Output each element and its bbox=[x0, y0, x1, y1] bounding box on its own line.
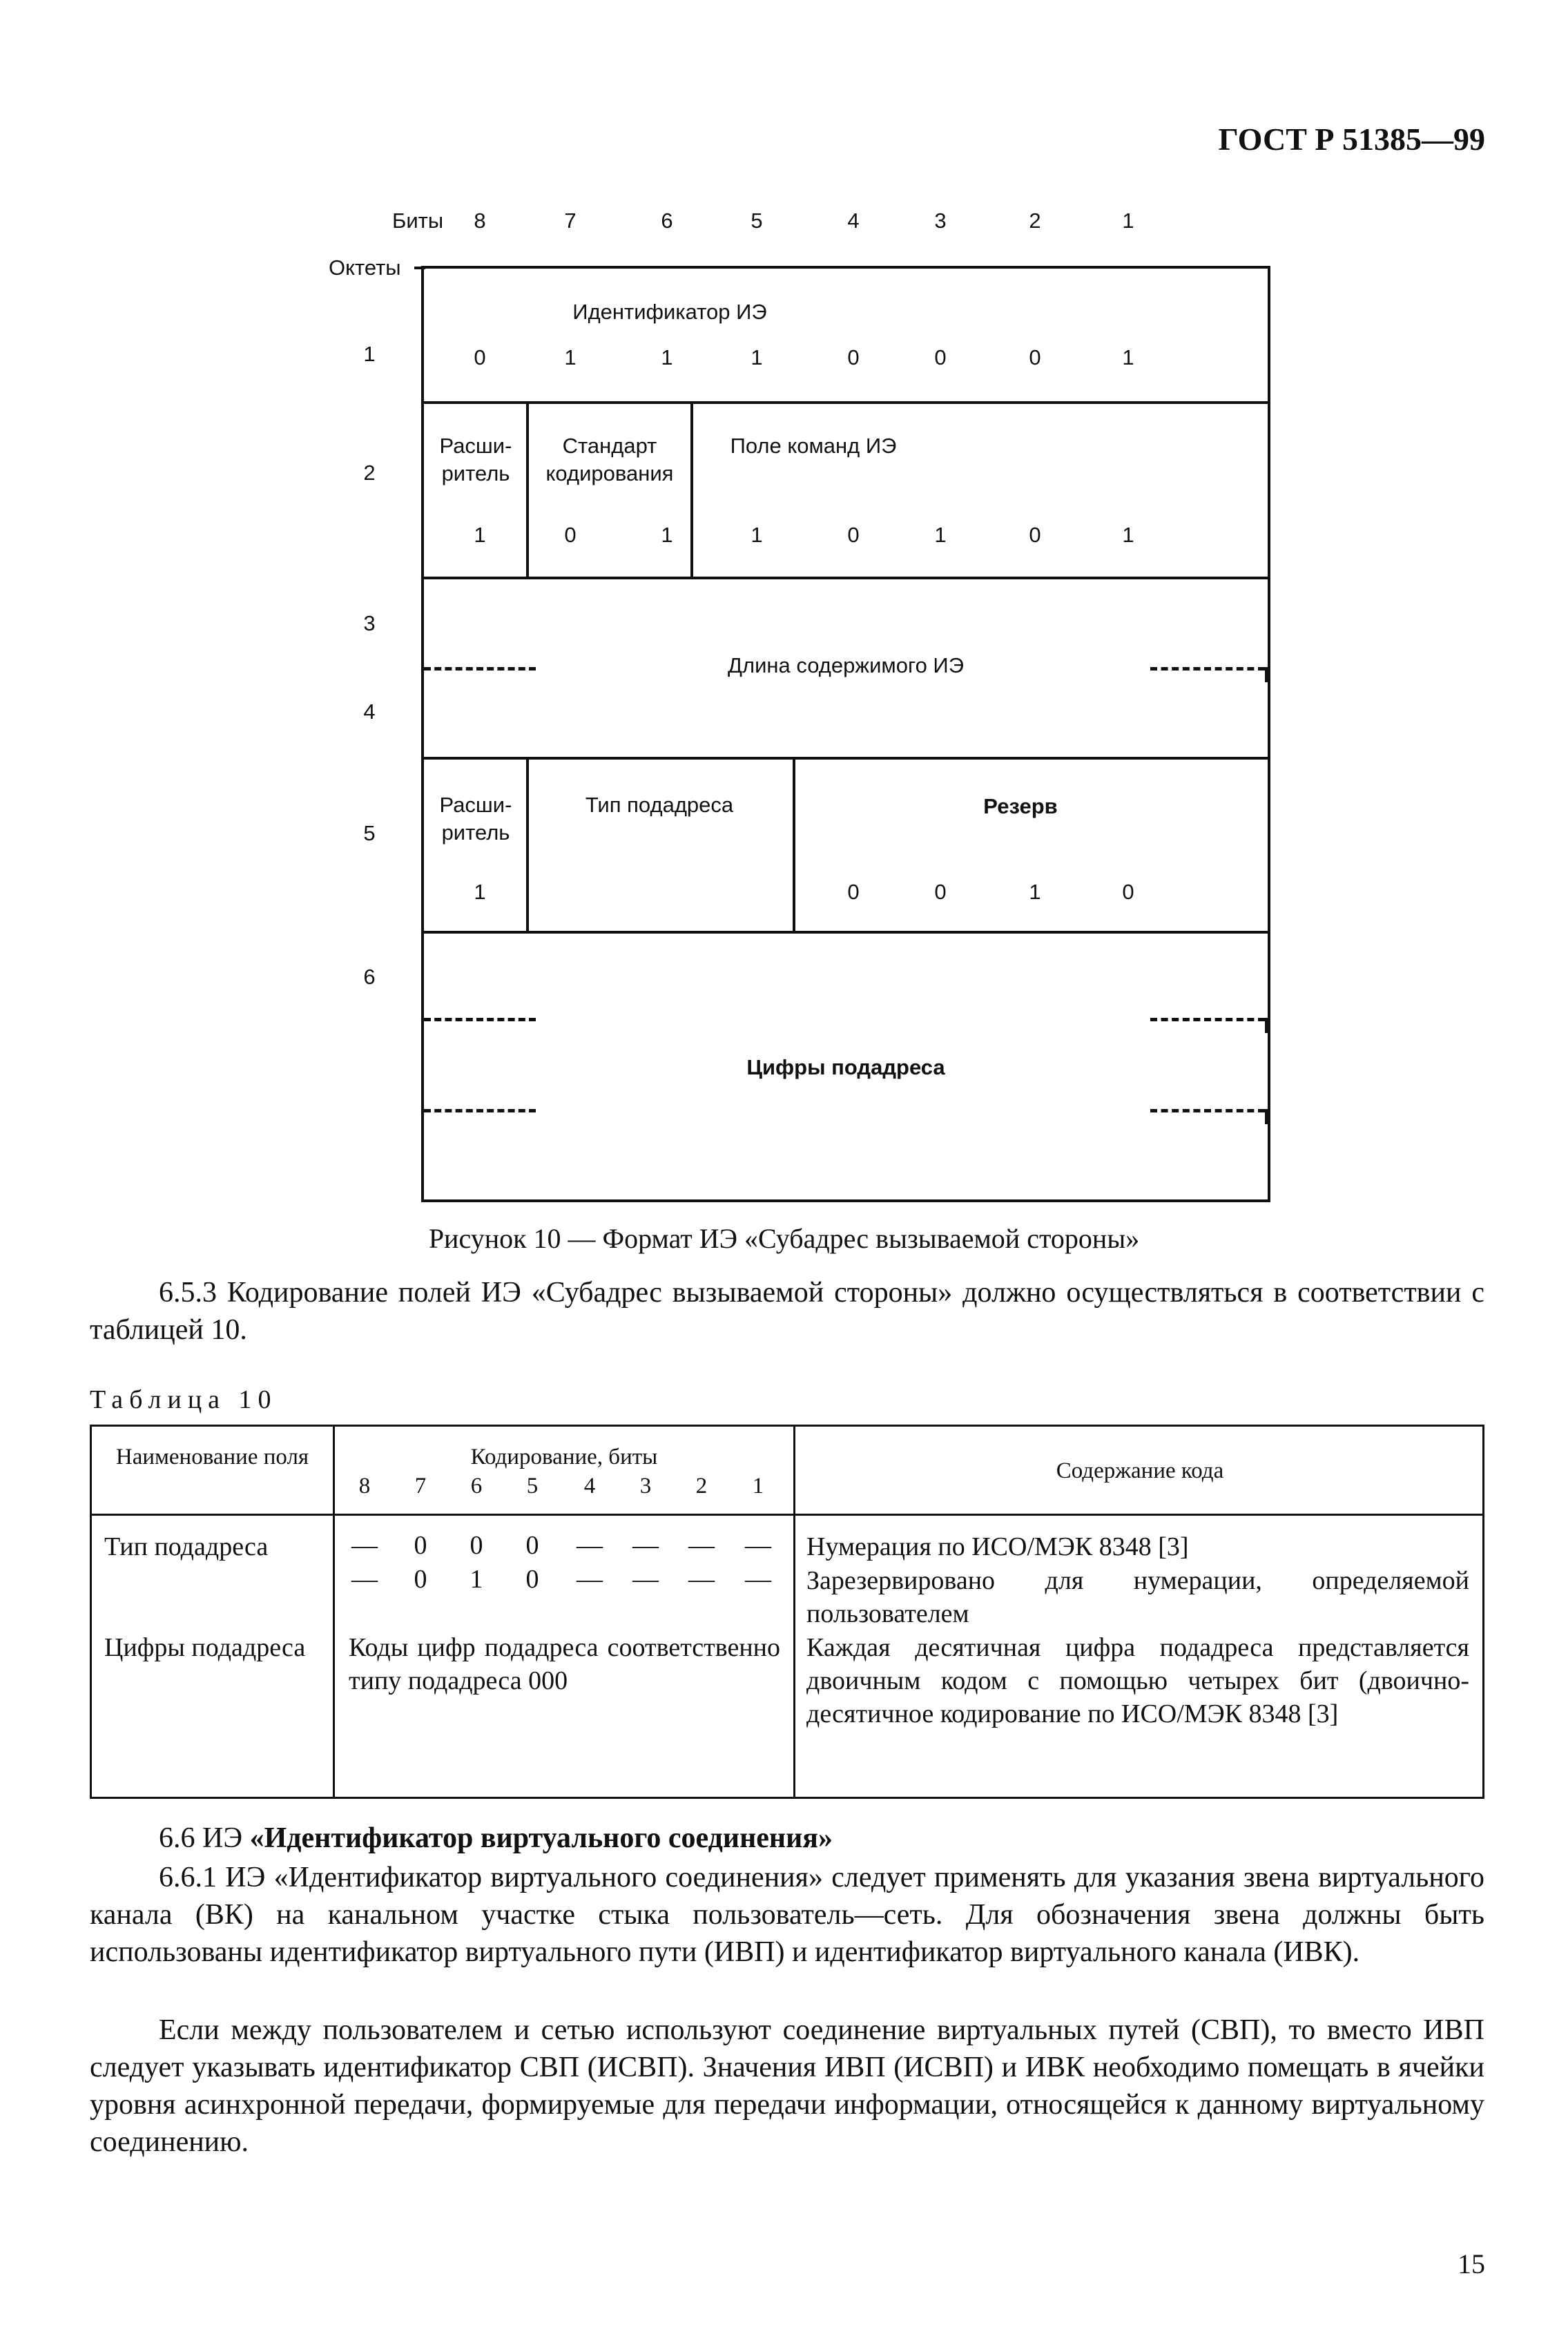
bit-value: 0 bbox=[934, 880, 947, 904]
document-header: ГОСТ Р 51385—99 bbox=[1218, 122, 1485, 157]
section-6-6-heading: 6.6 ИЭ «Идентификатор виртуального соединения» bbox=[159, 1822, 833, 1854]
code-cell: 0 bbox=[414, 1531, 427, 1560]
code-cell: — bbox=[632, 1531, 659, 1560]
bit-value: 1 bbox=[751, 523, 763, 547]
bits-label: Биты bbox=[392, 209, 444, 233]
bit-value: 0 bbox=[474, 345, 486, 369]
bit-value: 1 bbox=[661, 345, 673, 369]
extension-label: ритель bbox=[441, 461, 510, 485]
octet-number: 1 bbox=[363, 342, 376, 366]
bit-value: 1 bbox=[1122, 345, 1134, 369]
bit-number: 6 bbox=[661, 209, 673, 233]
code-cell: — bbox=[688, 1565, 715, 1594]
header-bit: 8 bbox=[358, 1474, 371, 1498]
bit-number: 5 bbox=[751, 209, 763, 233]
bit-value: 0 bbox=[1029, 345, 1041, 369]
code-cell: 0 bbox=[470, 1531, 483, 1560]
header-bit: 5 bbox=[526, 1474, 539, 1498]
code-cell: — bbox=[351, 1531, 378, 1560]
bit-value: 1 bbox=[474, 880, 486, 904]
row-subaddress-type-content-b: Зарезервировано для нумерации, определяемой пользователем bbox=[806, 1566, 1469, 1628]
row-subaddress-type-content-a: Нумерация по ИСО/МЭК 8348 [3] bbox=[806, 1532, 1189, 1561]
code-cell: — bbox=[577, 1565, 603, 1594]
ie-identifier-label: Идентификатор ИЭ bbox=[572, 300, 767, 324]
header-code-content: Содержание кода bbox=[1056, 1458, 1224, 1483]
bit-value: 1 bbox=[1029, 880, 1041, 904]
bit-number: 8 bbox=[474, 209, 486, 233]
ie-command-field-label: Поле команд ИЭ bbox=[730, 434, 897, 458]
page-number: 15 bbox=[1458, 2248, 1485, 2279]
bit-number: 2 bbox=[1029, 209, 1041, 233]
code-cell: 0 bbox=[414, 1565, 427, 1594]
subaddress-digits-label: Цифры подадреса bbox=[746, 1055, 945, 1079]
ie-length-label: Длина содержимого ИЭ bbox=[728, 653, 964, 677]
table-10 bbox=[90, 1425, 1484, 1799]
header-field-name: Наименование поля bbox=[115, 1445, 309, 1469]
code-cell: — bbox=[577, 1531, 603, 1560]
octets-label: Октеты bbox=[329, 255, 401, 280]
reserve-label: Резерв bbox=[983, 794, 1058, 818]
bit-value: 1 bbox=[934, 523, 947, 547]
extension-label: Расши- bbox=[439, 434, 512, 458]
header-bit: 4 bbox=[583, 1474, 596, 1498]
header-coding: Кодирование, биты bbox=[470, 1445, 658, 1469]
octet-5-box bbox=[421, 757, 1270, 934]
bit-value: 1 bbox=[564, 345, 577, 369]
table-label: Таблица 10 bbox=[90, 1385, 278, 1414]
code-cell: — bbox=[351, 1565, 378, 1594]
octet-2-box bbox=[421, 401, 1270, 579]
code-cell: 0 bbox=[525, 1565, 539, 1594]
row-subaddress-digits-coding: Коды цифр подадреса соответственно типу подадреса 000 bbox=[349, 1633, 780, 1695]
octet-number: 3 bbox=[363, 611, 376, 635]
code-cell: 1 bbox=[470, 1565, 483, 1594]
bit-value: 0 bbox=[1029, 523, 1041, 547]
coding-standard-label: Стандарт bbox=[562, 434, 657, 458]
bit-value: 1 bbox=[661, 523, 673, 547]
octet-number: 2 bbox=[363, 461, 376, 485]
bit-number: 3 bbox=[934, 209, 947, 233]
bit-number: 1 bbox=[1122, 209, 1134, 233]
coding-standard-label: кодирования bbox=[545, 461, 674, 485]
octet-number: 4 bbox=[363, 700, 376, 724]
code-cell: 0 bbox=[525, 1531, 539, 1560]
bit-value: 0 bbox=[934, 345, 947, 369]
octet-number: 5 bbox=[363, 821, 376, 845]
row-subaddress-type-name: Тип подадреса bbox=[104, 1532, 269, 1561]
paragraph-6-6-1: 6.6.1 ИЭ «Идентификатор виртуального соединения» следует применять для указания звена виртуального канала (ВК) на канальном участке стыка пользователь—сеть. Для обозначения звена должны быть использованы идентификатор виртуального пути (ИВП) и идентификатор виртуального канала (ИВК). bbox=[90, 1862, 1484, 1968]
bit-value: 0 bbox=[564, 523, 577, 547]
bit-value: 1 bbox=[1122, 523, 1134, 547]
header-bit: 2 bbox=[695, 1474, 708, 1498]
header-bit: 3 bbox=[639, 1474, 652, 1498]
bit-value: 0 bbox=[847, 345, 860, 369]
bit-number: 7 bbox=[564, 209, 577, 233]
bit-value: 0 bbox=[1122, 880, 1134, 904]
figure-caption: Рисунок 10 — Формат ИЭ «Субадрес вызываемой стороны» bbox=[428, 1223, 1140, 1254]
bit-value: 0 bbox=[847, 523, 860, 547]
code-cell: — bbox=[745, 1531, 771, 1560]
extension-label: Расши- bbox=[439, 793, 512, 817]
octet-number: 6 bbox=[363, 965, 376, 989]
code-cell: — bbox=[688, 1531, 715, 1560]
header-bit: 7 bbox=[414, 1474, 427, 1498]
row-subaddress-digits-content: Каждая десятичная цифра подадреса представляется двоичным кодом с помощью четырех бит (двоично-десятичное кодирование по ИСО/МЭК 8348 [3] bbox=[806, 1633, 1469, 1728]
code-cell: — bbox=[745, 1565, 771, 1594]
bit-number: 4 bbox=[847, 209, 860, 233]
header-bit: 6 bbox=[470, 1474, 483, 1498]
paragraph-6-6-1-continued: Если между пользователем и сетью используют соединение виртуальных путей (СВП), то вместо ИВП следует указывать идентификатор СВП (ИСВП). Значения ИВП (ИСВП) и ИВК необходимо помещать в ячейки уровня асинхронной передачи, формируемые для передачи информации, относящейся к данному виртуальному соединению. bbox=[90, 2014, 1484, 2158]
code-cell: — bbox=[632, 1565, 659, 1594]
subaddress-type-label: Тип подадреса bbox=[585, 793, 734, 817]
octet-1-box bbox=[421, 266, 1270, 404]
bit-value: 0 bbox=[847, 880, 860, 904]
row-subaddress-digits-name: Цифры подадреса bbox=[104, 1633, 306, 1662]
bit-value: 1 bbox=[474, 523, 486, 547]
extension-label: ритель bbox=[441, 820, 510, 845]
bit-value: 1 bbox=[751, 345, 763, 369]
header-bit: 1 bbox=[752, 1474, 764, 1498]
paragraph-6-5-3: 6.5.3 Кодирование полей ИЭ «Субадрес вызываемой стороны» должно осуществляться в соответствии с таблицей 10. bbox=[90, 1277, 1484, 1346]
